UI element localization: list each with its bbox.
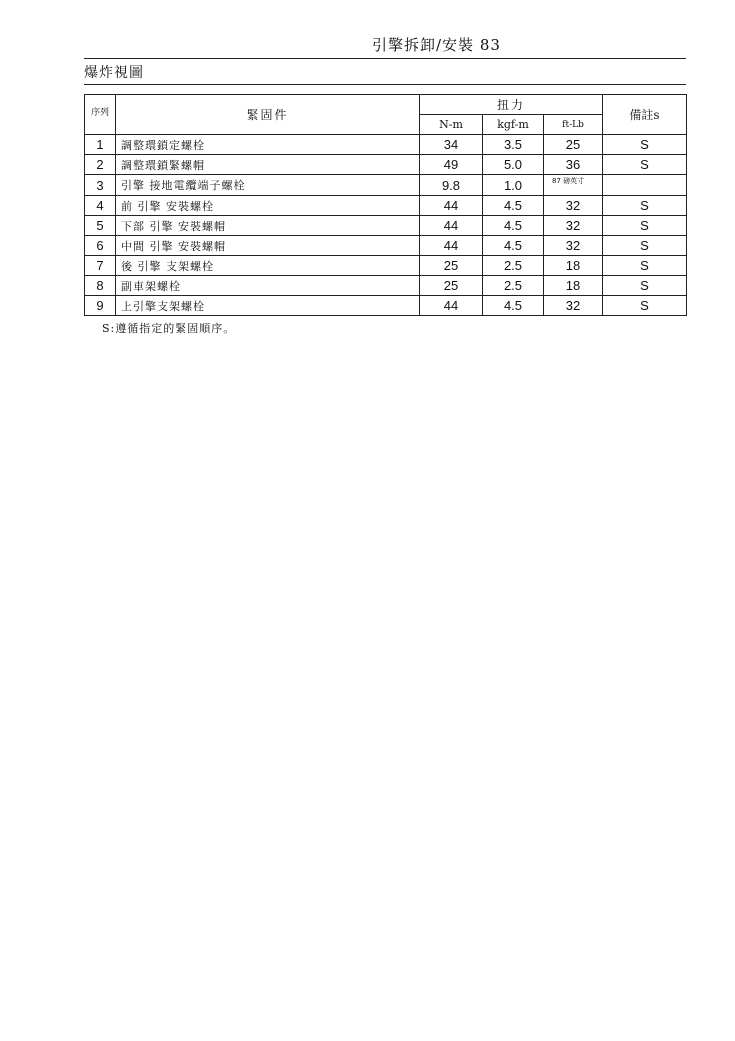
torque-nm: 25 xyxy=(420,256,483,276)
remark: S xyxy=(603,155,687,175)
torque-ftlb: 25 xyxy=(544,135,603,155)
remark: S xyxy=(603,236,687,256)
torque-nm: 9.8 xyxy=(420,175,483,196)
row-number: 7 xyxy=(85,256,116,276)
torque-nm: 34 xyxy=(420,135,483,155)
torque-ftlb: 18 xyxy=(544,256,603,276)
torque-kgfm: 4.5 xyxy=(483,236,544,256)
torque-ftlb: 32 xyxy=(544,236,603,256)
section-title: 爆炸視圖 xyxy=(84,65,144,81)
row-number: 3 xyxy=(85,175,116,196)
fastener-name: 副車架螺栓 xyxy=(116,276,420,296)
table-row xyxy=(85,196,687,216)
remark: S xyxy=(603,296,687,316)
torque-nm: 44 xyxy=(420,216,483,236)
torque-nm: 25 xyxy=(420,276,483,296)
fastener-name: 下部 引擎 安裝螺帽 xyxy=(116,216,420,236)
torque-kgfm: 4.5 xyxy=(483,216,544,236)
torque-ftlb: 32 xyxy=(544,196,603,216)
torque-kgfm: 4.5 xyxy=(483,296,544,316)
row-number: 8 xyxy=(85,276,116,296)
header-remarks: 備註s xyxy=(603,95,687,135)
torque-ftlb: 36 xyxy=(544,155,603,175)
table-row xyxy=(85,236,687,256)
torque-kgfm: 2.5 xyxy=(483,256,544,276)
table-row xyxy=(85,276,687,296)
header-index: 序列 xyxy=(85,95,116,135)
remark: S xyxy=(603,135,687,155)
header-unit-ftlb: ft-Lb xyxy=(544,115,603,135)
torque-table xyxy=(84,94,687,316)
fastener-name: 中間 引擎 安裝螺帽 xyxy=(116,236,420,256)
page-header-title: 引擎拆卸/安裝 8͏3 xyxy=(372,36,501,54)
torque-nm: 44 xyxy=(420,236,483,256)
fastener-name: 引擎 接地電纜端子螺栓 xyxy=(116,175,420,196)
torque-ftlb: 32 xyxy=(544,296,603,316)
header-unit-kgfm: kgf-m xyxy=(483,115,544,135)
fastener-name: 前 引擎 安裝螺栓 xyxy=(116,196,420,216)
fastener-name: 後 引擎 支架螺栓 xyxy=(116,256,420,276)
row-number: 2 xyxy=(85,155,116,175)
table-row xyxy=(85,135,687,155)
torque-ftlb: 87 磅英寸 xyxy=(544,175,603,196)
torque-kgfm: 1.0 xyxy=(483,175,544,196)
header-unit-nm: N-m xyxy=(420,115,483,135)
torque-kgfm: 2.5 xyxy=(483,276,544,296)
section-rule xyxy=(84,84,686,85)
row-number: 9 xyxy=(85,296,116,316)
remark: S xyxy=(603,256,687,276)
remark: S xyxy=(603,216,687,236)
table-row xyxy=(85,256,687,276)
row-number: 5 xyxy=(85,216,116,236)
table-row xyxy=(85,296,687,316)
torque-ftlb: 32 xyxy=(544,216,603,236)
torque-kgfm: 5.0 xyxy=(483,155,544,175)
table-row xyxy=(85,155,687,175)
table-row xyxy=(85,175,687,196)
fastener-name: 上引擎支架螺栓 xyxy=(116,296,420,316)
remark: S xyxy=(603,196,687,216)
remark: S xyxy=(603,276,687,296)
torque-kgfm: 3.5 xyxy=(483,135,544,155)
header-fastener: 緊固件 xyxy=(116,95,420,135)
torque-nm: 49 xyxy=(420,155,483,175)
row-number: 1 xyxy=(85,135,116,155)
torque-kgfm: 4.5 xyxy=(483,196,544,216)
torque-nm: 44 xyxy=(420,296,483,316)
header-torque: 扭力 xyxy=(420,95,603,115)
header-rule xyxy=(84,58,686,59)
torque-ftlb: 18 xyxy=(544,276,603,296)
row-number: 4 xyxy=(85,196,116,216)
torque-nm: 44 xyxy=(420,196,483,216)
remark xyxy=(603,175,687,196)
footnote: S:遵循指定的緊固順序。 xyxy=(102,322,236,335)
table-row xyxy=(85,216,687,236)
fastener-name: 調整環鎖緊螺帽 xyxy=(116,155,420,175)
fastener-name: 調整環鎖定螺栓 xyxy=(116,135,420,155)
row-number: 6 xyxy=(85,236,116,256)
